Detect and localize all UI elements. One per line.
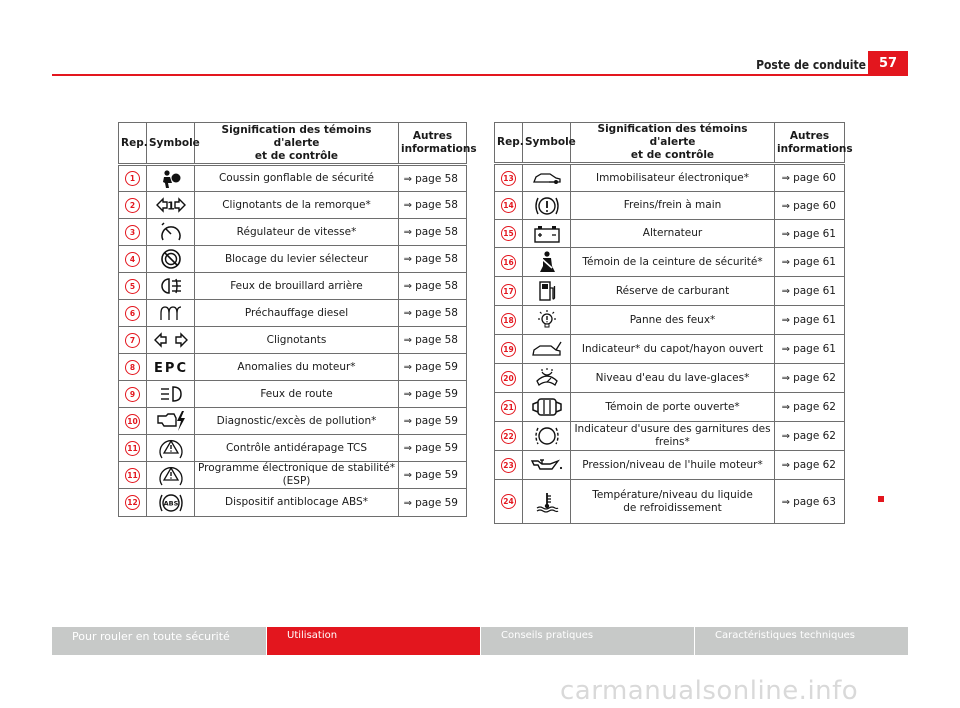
meaning-text: Blocage du levier sélecteur: [195, 246, 399, 273]
battery-icon: [523, 220, 571, 248]
page-link[interactable]: ⇒ page 63: [775, 480, 845, 524]
meaning-text: Diagnostic/excès de pollution*: [195, 408, 399, 435]
col-info-header: Autres informations: [775, 123, 845, 164]
ref-badge: 6: [125, 306, 140, 321]
glow-plug-icon: [147, 300, 195, 327]
table-row: [495, 451, 845, 480]
page-link[interactable]: ⇒ page 61: [775, 335, 845, 364]
table-row: [495, 480, 845, 524]
page-link[interactable]: ⇒ page 61: [775, 277, 845, 306]
table-row: [119, 165, 467, 192]
col-ref-header: Rep.: [119, 123, 147, 165]
table-row: [495, 164, 845, 192]
col-symbol-header: Symbole: [523, 123, 571, 164]
meaning-text: Niveau d'eau du lave-glaces*: [571, 364, 775, 393]
meaning-text: Programme électronique de stabilité* (ESP): [195, 462, 399, 489]
table-row: [119, 219, 467, 246]
col-meaning-header: Signification des témoins d'alerte et de contrôle: [195, 123, 399, 165]
meaning-text: Anomalies du moteur*: [195, 354, 399, 381]
page-link[interactable]: ⇒ page 60: [775, 164, 845, 192]
page-link[interactable]: ⇒ page 59: [399, 381, 467, 408]
svg-text:1: 1: [166, 199, 175, 213]
warning-lights-table-left: [118, 122, 477, 517]
page-link[interactable]: ⇒ page 62: [775, 364, 845, 393]
ref-badge: 4: [125, 252, 140, 267]
table-row: [495, 277, 845, 306]
page-number: 57: [868, 51, 908, 76]
page-link[interactable]: ⇒ page 58: [399, 327, 467, 354]
meaning-text: Préchauffage diesel: [195, 300, 399, 327]
col-symbol-header: Symbole: [147, 123, 195, 165]
turn-signals-icon: [147, 327, 195, 354]
meaning-text: Freins/frein à main: [571, 192, 775, 220]
col-ref-header: Rep.: [495, 123, 523, 164]
page-link[interactable]: ⇒ page 62: [775, 422, 845, 451]
ref-badge: 5: [125, 279, 140, 294]
ref-badge: 19: [501, 342, 516, 357]
table-row: [119, 381, 467, 408]
tcs-icon: [147, 435, 195, 462]
meaning-text: Panne des feux*: [571, 306, 775, 335]
page-link[interactable]: ⇒ page 60: [775, 192, 845, 220]
cruise-control-icon: [147, 219, 195, 246]
ref-badge: 11: [125, 468, 140, 483]
washer-fluid-icon: [523, 364, 571, 393]
footer-nav: [52, 627, 908, 655]
page-link[interactable]: ⇒ page 59: [399, 354, 467, 381]
ref-badge: 15: [501, 226, 516, 241]
ref-badge: 17: [501, 284, 516, 299]
page-link[interactable]: ⇒ page 59: [399, 489, 467, 517]
ref-badge: 3: [125, 225, 140, 240]
page-link[interactable]: ⇒ page 59: [399, 462, 467, 489]
meaning-text: Coussin gonflable de sécurité: [195, 165, 399, 192]
table-row: [119, 300, 467, 327]
col-info-header: Autres informations: [399, 123, 467, 165]
meaning-text: Dispositif antiblocage ABS*: [195, 489, 399, 517]
ref-badge: 24: [501, 494, 516, 509]
table-row: [119, 192, 467, 219]
immobilizer-icon: [523, 164, 571, 192]
ref-badge: 18: [501, 313, 516, 328]
page-link[interactable]: ⇒ page 58: [399, 165, 467, 192]
table-row: [495, 364, 845, 393]
rear-fog-icon: [147, 273, 195, 300]
table-row: [495, 335, 845, 364]
table-row: [495, 192, 845, 220]
ref-badge: 1: [125, 171, 140, 186]
page-link[interactable]: ⇒ page 58: [399, 273, 467, 300]
seatbelt-icon: [523, 248, 571, 277]
ref-badge: 14: [501, 198, 516, 213]
brake-pad-icon: [523, 422, 571, 451]
ref-badge: 16: [501, 255, 516, 270]
footer-tab-conseils[interactable]: Conseils pratiques: [480, 627, 694, 655]
table-row: [495, 306, 845, 335]
ref-badge: 10: [125, 414, 140, 429]
table-row: [119, 354, 467, 381]
ref-badge: 8: [125, 360, 140, 375]
table-row: [495, 248, 845, 277]
selector-lock-icon: [147, 246, 195, 273]
ref-badge: 20: [501, 371, 516, 386]
ref-badge: 12: [125, 495, 140, 510]
emission-icon: [147, 408, 195, 435]
fuel-icon: [523, 277, 571, 306]
ref-badge: 9: [125, 387, 140, 402]
page-link[interactable]: ⇒ page 58: [399, 300, 467, 327]
svg-text:EPC: EPC: [153, 361, 188, 376]
table-row: [119, 246, 467, 273]
epc-icon: [147, 354, 195, 381]
header-rule: [52, 74, 908, 76]
table-row: [495, 422, 845, 451]
page-link[interactable]: ⇒ page 59: [399, 408, 467, 435]
page-link[interactable]: ⇒ page 62: [775, 393, 845, 422]
meaning-text: Indicateur* du capot/hayon ouvert: [571, 335, 775, 364]
meaning-text: Température/niveau du liquide de refroidissement: [571, 480, 775, 524]
trailer-turn-icon: [147, 192, 195, 219]
ref-badge: 7: [125, 333, 140, 348]
esp-icon: [147, 462, 195, 489]
page-link[interactable]: ⇒ page 61: [775, 306, 845, 335]
meaning-text: Contrôle antidérapage TCS: [195, 435, 399, 462]
page-link[interactable]: ⇒ page 58: [399, 219, 467, 246]
ref-badge: 11: [125, 441, 140, 456]
ref-badge: 21: [501, 400, 516, 415]
airbag-icon: [147, 165, 195, 192]
meaning-text: Feux de brouillard arrière: [195, 273, 399, 300]
page-link[interactable]: ⇒ page 61: [775, 248, 845, 277]
meaning-text: Clignotants de la remorque*: [195, 192, 399, 219]
table-row: [119, 435, 467, 462]
table-row: [495, 220, 845, 248]
footer-tab-utilisation[interactable]: Utilisation: [266, 627, 480, 655]
table-row: [119, 489, 467, 517]
meaning-text: Indicateur d'usure des garnitures des freins*: [571, 422, 775, 451]
bulb-failure-icon: [523, 306, 571, 335]
meaning-text: Réserve de carburant: [571, 277, 775, 306]
page-link[interactable]: ⇒ page 62: [775, 451, 845, 480]
svg-text:ABS: ABS: [163, 499, 178, 507]
section-end-marker: [878, 496, 884, 502]
footer-tab-caracteristiques[interactable]: Caractéristiques techniques: [694, 627, 908, 655]
page-link[interactable]: ⇒ page 58: [399, 192, 467, 219]
hood-open-icon: [523, 335, 571, 364]
page-title: Poste de conduite: [756, 58, 866, 72]
table-row: [495, 393, 845, 422]
watermark: carmanualsonline.info: [560, 676, 859, 706]
abs-icon: [147, 489, 195, 517]
ref-badge: 22: [501, 429, 516, 444]
meaning-text: Feux de route: [195, 381, 399, 408]
page-link[interactable]: ⇒ page 58: [399, 246, 467, 273]
brake-icon: [523, 192, 571, 220]
table-row: [119, 408, 467, 435]
page-link[interactable]: ⇒ page 59: [399, 435, 467, 462]
page-link[interactable]: ⇒ page 61: [775, 220, 845, 248]
door-open-icon: [523, 393, 571, 422]
footer-tab-securite[interactable]: Pour rouler en toute sécurité: [52, 627, 266, 655]
high-beam-icon: [147, 381, 195, 408]
meaning-text: Clignotants: [195, 327, 399, 354]
meaning-text: Immobilisateur électronique*: [571, 164, 775, 192]
meaning-text: Témoin de la ceinture de sécurité*: [571, 248, 775, 277]
ref-badge: 2: [125, 198, 140, 213]
ref-badge: 13: [501, 171, 516, 186]
meaning-text: Alternateur: [571, 220, 775, 248]
col-meaning-header: Signification des témoins d'alerte et de contrôle: [571, 123, 775, 164]
meaning-text: Régulateur de vitesse*: [195, 219, 399, 246]
coolant-icon: [523, 480, 571, 524]
table-row: [119, 462, 467, 489]
ref-badge: 23: [501, 458, 516, 473]
warning-lights-table-right: [494, 122, 853, 524]
meaning-text: Témoin de porte ouverte*: [571, 393, 775, 422]
table-row: [119, 327, 467, 354]
table-row: [119, 273, 467, 300]
oil-can-icon: [523, 451, 571, 480]
meaning-text: Pression/niveau de l'huile moteur*: [571, 451, 775, 480]
